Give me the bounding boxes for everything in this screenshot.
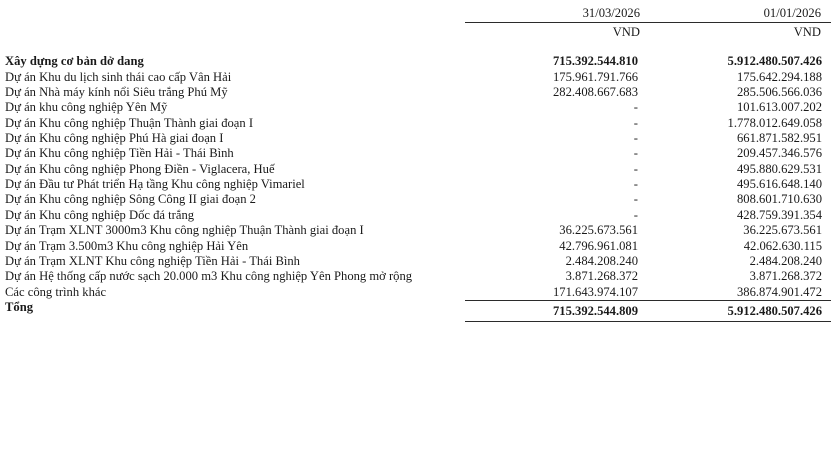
row-value-col2: 101.613.007.202 xyxy=(736,100,822,115)
header-unit-col2: VND xyxy=(650,22,831,45)
construction-in-progress-table xyxy=(5,0,831,325)
total-double-rule-row xyxy=(5,322,831,325)
row-value-col1: 42.796.961.081 xyxy=(559,238,638,253)
table-body xyxy=(5,54,831,300)
table-footer xyxy=(5,300,831,324)
row-value-col2: 495.616.648.140 xyxy=(736,177,822,192)
header-date-col2: 01/01/2026 xyxy=(763,6,821,20)
row-value-col2: 42.062.630.115 xyxy=(743,238,822,253)
row-value-col1: 36.225.673.561 xyxy=(559,223,638,238)
row-label: Dự án Khu công nghiệp Thuận Thành giai đoạn I xyxy=(5,115,254,130)
table-row xyxy=(5,177,831,192)
row-label: Dự án Khu công nghiệp Tiền Hải - Thái Bình xyxy=(5,146,234,161)
row-value-col2: 428.759.391.354 xyxy=(736,207,822,222)
row-label: Dự án Khu công nghiệp Dốc đá trắng xyxy=(5,207,195,222)
table-row xyxy=(5,70,831,85)
row-label: Dự án Trạm XLNT 3000m3 Khu công nghiệp Thuận Thành giai đoạn I xyxy=(5,223,364,238)
row-value-col1: 3.871.268.372 xyxy=(565,269,638,284)
row-value-col2: 209.457.346.576 xyxy=(736,146,822,161)
row-value-col2: 285.506.566.036 xyxy=(736,84,822,99)
row-label: Dự án Trạm 3.500m3 Khu công nghiệp Hải Yên xyxy=(5,238,249,253)
row-value-col2: 661.871.582.951 xyxy=(736,130,822,145)
row-label: Dự án Nhà máy kính nổi Siêu trắng Phú Mỹ xyxy=(5,84,228,99)
table-row xyxy=(5,269,831,284)
row-value-col1: - xyxy=(633,207,638,222)
table-row xyxy=(5,131,831,146)
row-label: Dự án khu công nghiệp Yên Mỹ xyxy=(5,100,168,115)
row-value-col1: 715.392.544.810 xyxy=(552,54,638,69)
row-value-col2: 5.912.480.507.426 xyxy=(727,54,822,69)
header-date-row xyxy=(5,0,831,22)
table-row xyxy=(5,146,831,161)
header-empty-cell xyxy=(5,0,465,22)
row-label: Dự án Trạm XLNT Khu công nghiệp Tiền Hải - Thái Bình xyxy=(5,253,300,268)
row-value-col1: 282.408.667.683 xyxy=(552,84,638,99)
row-label: Dự án Đầu tư Phát triển Hạ tầng Khu công nghiệp Vimariel xyxy=(5,177,305,192)
row-value-col1: - xyxy=(633,146,638,161)
row-value-col1: 2.484.208.240 xyxy=(565,253,638,268)
table-row xyxy=(5,192,831,207)
row-value-col2: 3.871.268.372 xyxy=(749,269,822,284)
row-value-col1: - xyxy=(633,177,638,192)
row-value-col2: 1.778.012.649.058 xyxy=(727,115,822,130)
row-value-col2: 808.601.710.630 xyxy=(736,192,822,207)
spacer-cell-col2 xyxy=(650,45,831,54)
table-row xyxy=(5,85,831,100)
row-value-col2: 175.642.294.188 xyxy=(736,69,822,84)
table-row xyxy=(5,54,831,69)
table-row xyxy=(5,100,831,115)
table-row xyxy=(5,223,831,238)
spacer-cell-col1 xyxy=(465,45,650,54)
row-value-col2: 36.225.673.561 xyxy=(743,223,822,238)
row-value-col1: - xyxy=(633,100,638,115)
row-value-col1: - xyxy=(633,130,638,145)
row-label: Dự án Hệ thống cấp nước sạch 20.000 m3 Khu công nghiệp Yên Phong mở rộng xyxy=(5,269,413,284)
header-unit-empty-cell xyxy=(5,22,465,45)
total-rule-col2 xyxy=(650,322,831,325)
table-header xyxy=(5,0,831,54)
header-date-col1: 31/03/2026 xyxy=(582,6,640,20)
row-value-col2: 495.880.629.531 xyxy=(736,161,822,176)
table-row xyxy=(5,239,831,254)
table-row xyxy=(5,254,831,269)
row-value-col1: - xyxy=(633,192,638,207)
row-value-col1: - xyxy=(633,115,638,130)
row-label: Dự án Khu du lịch sinh thái cao cấp Vân Hải xyxy=(5,69,232,84)
total-rule-empty xyxy=(5,322,465,325)
row-value-col1: 171.643.974.107 xyxy=(552,284,638,299)
row-label: Dự án Khu công nghiệp Sông Công II giai đoạn 2 xyxy=(5,192,256,207)
table-row xyxy=(5,285,831,301)
row-value-col2: 2.484.208.240 xyxy=(749,253,822,268)
table-row xyxy=(5,116,831,131)
total-label: Tổng xyxy=(5,300,33,315)
total-value-col2: 5.912.480.507.426 xyxy=(650,300,831,321)
row-value-col1: 175.961.791.766 xyxy=(552,69,638,84)
total-value-col1: 715.392.544.809 xyxy=(465,300,650,321)
header-unit-row xyxy=(5,22,831,45)
header-unit-col1: VND xyxy=(465,22,650,45)
row-value-col2: 386.874.901.472 xyxy=(736,284,822,299)
total-row xyxy=(5,300,831,321)
total-rule-col1 xyxy=(465,322,650,325)
row-value-col1: - xyxy=(633,161,638,176)
row-label: Xây dựng cơ bản dở dang xyxy=(5,54,144,69)
spacer-cell-label xyxy=(5,45,465,54)
row-label: Dự án Khu công nghiệp Phú Hà giai đoạn I xyxy=(5,130,224,145)
row-label: Các công trình khác xyxy=(5,284,107,299)
header-spacer-row xyxy=(5,45,831,54)
row-label: Dự án Khu công nghiệp Phong Điền - Viglacera, Huế xyxy=(5,161,275,176)
table-row xyxy=(5,162,831,177)
table-row xyxy=(5,208,831,223)
